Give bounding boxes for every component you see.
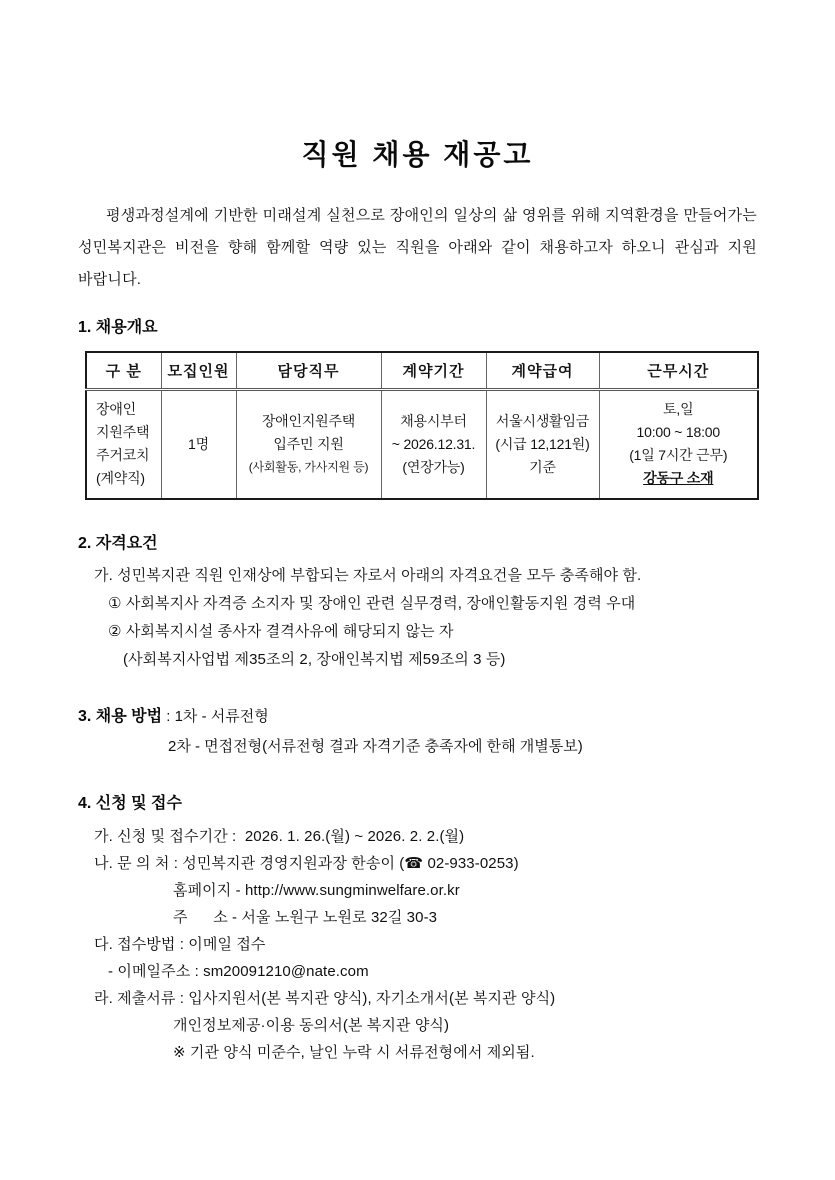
- header-salary: 계약급여: [486, 352, 599, 389]
- header-count: 모집인원: [161, 352, 236, 389]
- table-header-row: [86, 352, 758, 389]
- method-line-1: [78, 706, 757, 728]
- application-lines: [78, 823, 757, 1066]
- cell-period: 채용시부터 ~ 2026.12.31. (연장가능): [381, 389, 486, 499]
- email-line: - 이메일주소 : sm20091210@nate.com: [108, 963, 369, 980]
- header-hours: 근무시간: [599, 352, 758, 389]
- page-title: 직원 채용 재공고: [301, 139, 534, 170]
- contact-line: 나. 문 의 처 : 성민복지관 경영지원과장 한송이 (☎ 02-933-0253): [94, 855, 519, 872]
- cell-salary: 서울시생활임금 (시급 12,121원) 기준: [486, 389, 599, 499]
- apply-method-line: 다. 접수방법 : 이메일 접수: [94, 936, 266, 953]
- recruitment-overview-table: [85, 351, 759, 500]
- qualification-item-1: ① 사회복지사 자격증 소지자 및 장애인 관련 실무경력, 장애인활동지원 경력 우대: [108, 595, 636, 612]
- cell-category: 장애인 지원주택 주거코치 (계약직): [86, 389, 161, 499]
- section-qualifications: [78, 534, 757, 674]
- qualification-items: [78, 562, 757, 674]
- exclusion-note-line: ※ 기관 양식 미준수, 날인 누락 시 서류전형에서 제외됨.: [173, 1044, 535, 1061]
- qualification-intro: 가. 성민복지관 직원 인재상에 부합되는 자로서 아래의 자격요건을 모두 충족해야 함.: [94, 567, 642, 584]
- section2-heading: 2. 자격요건: [78, 535, 158, 552]
- header-category: 구 분: [86, 352, 161, 389]
- cell-hours: 토,일 10:00 ~ 18:00 (1일 7시간 근무) 강동구 소재: [599, 389, 758, 499]
- apply-period-line: 가. 신청 및 접수기간 : 2026. 1. 26.(월) ~ 2026. 2. 2.(월): [94, 828, 465, 845]
- method-step-1: : 1차 - 서류전형: [162, 708, 269, 725]
- qualification-law-note: (사회복지사업법 제35조의 2, 장애인복지법 제59조의 3 등): [123, 651, 506, 668]
- address-line: 주 소 - 서울 노원구 노원로 32길 30-3: [173, 909, 438, 926]
- section-recruitment-overview: [78, 318, 757, 500]
- cell-duty: 장애인지원주택 입주민 지원 (사회활동, 가사지원 등): [236, 389, 381, 499]
- work-location: 강동구 소재: [643, 470, 714, 487]
- qualification-item-2: ② 사회복지시설 종사자 결격사유에 해당되지 않는 자: [108, 623, 454, 640]
- section1-heading: 1. 채용개요: [78, 319, 158, 336]
- section-recruitment-method: [78, 706, 757, 758]
- section4-heading: 4. 신청 및 접수: [78, 795, 182, 812]
- section3-heading: 3. 채용 방법: [78, 708, 163, 725]
- homepage-line: 홈페이지 - http://www.sungminwelfare.or.kr: [173, 882, 460, 899]
- table-row: [86, 389, 758, 499]
- cell-count: 1명: [161, 389, 236, 499]
- intro-paragraph: 평생과정설계에 기반한 미래설계 실천으로 장애인의 일상의 삶 영위를 위해 지역환경을 만들어가는 성민복지관은 비전을 향해 함께할 역량 있는 직원을 아래와 같이 채용하고자 하오니 관심과 지원 바랍니다.: [78, 207, 757, 288]
- header-duty: 담당직무: [236, 352, 381, 389]
- documents-line: 라. 제출서류 : 입사지원서(본 복지관 양식), 자기소개서(본 복지관 양식): [94, 990, 556, 1007]
- method-step-2: 2차 - 면접전형(서류전형 결과 자격기준 충족자에 한해 개별통보): [168, 738, 583, 755]
- consent-form-line: 개인정보제공·이용 동의서(본 복지관 양식): [173, 1017, 450, 1034]
- section-application: [78, 794, 757, 1066]
- header-period: 계약기간: [381, 352, 486, 389]
